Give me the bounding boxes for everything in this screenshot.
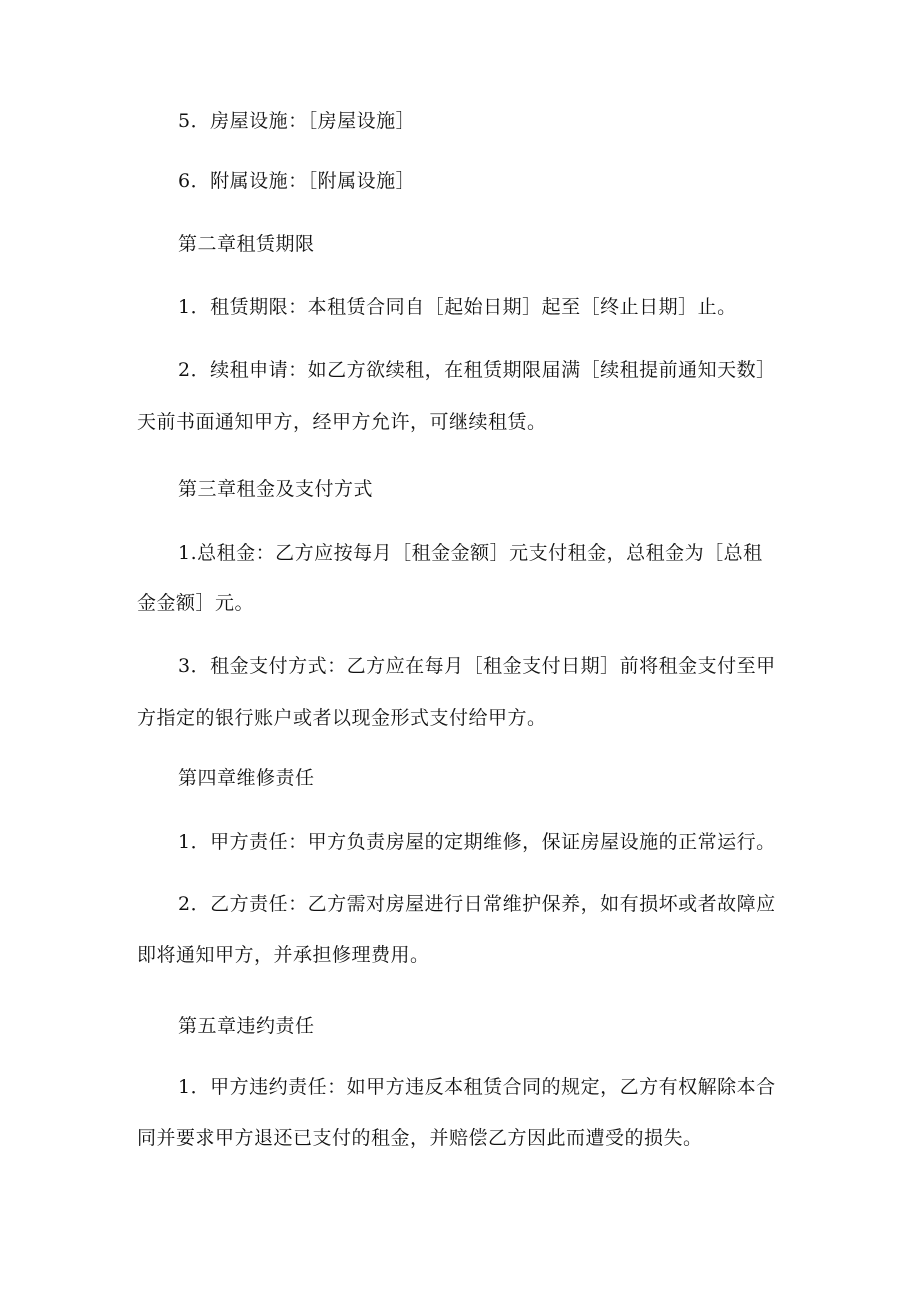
clause-total-rent: 1.总租金：乙方应按每月［租金金额］元支付租金，总租金为［总租 [178,542,763,564]
clause-rent-payment-method-cont: 方指定的银行账户或者以现金形式支付给甲方。 [137,707,547,729]
clause-rent-payment-method: 3．租金支付方式：乙方应在每月［租金支付日期］前将租金支付至甲 [178,655,776,677]
clause-party-a-breach-cont: 同并要求甲方退还已支付的租金，并赔偿乙方因此而遭受的损失。 [137,1127,703,1149]
clause-lease-term: 1．租赁期限：本租赁合同自［起始日期］起至［终止日期］止。 [178,296,737,318]
chapter-3-heading: 第三章租金及支付方式 [178,478,374,500]
clause-total-rent-cont: 金金额］元。 [137,592,255,614]
clause-party-b-responsibility-cont: 即将通知甲方，并承担修理费用。 [137,944,430,966]
clause-party-a-breach: 1．甲方违约责任：如甲方违反本租赁合同的规定，乙方有权解除本合 [178,1076,776,1098]
chapter-5-heading: 第五章违约责任 [178,1015,315,1037]
clause-party-a-responsibility: 1．甲方责任：甲方负责房屋的定期维修，保证房屋设施的正常运行。 [178,831,776,853]
clause-6-auxiliary-facilities: 6．附属设施：［附属设施］ [178,170,416,192]
chapter-2-heading: 第二章租赁期限 [178,233,315,255]
clause-party-b-responsibility: 2．乙方责任：乙方需对房屋进行日常维护保养，如有损坏或者故障应 [178,893,776,915]
chapter-4-heading: 第四章维修责任 [178,767,315,789]
clause-renewal-application-cont: 天前书面通知甲方，经甲方允许，可继续租赁。 [137,411,547,433]
clause-renewal-application: 2．续租申请：如乙方欲续租，在租赁期限届满［续租提前通知天数］ [178,359,776,381]
clause-5-house-facilities: 5．房屋设施：［房屋设施］ [178,110,416,132]
